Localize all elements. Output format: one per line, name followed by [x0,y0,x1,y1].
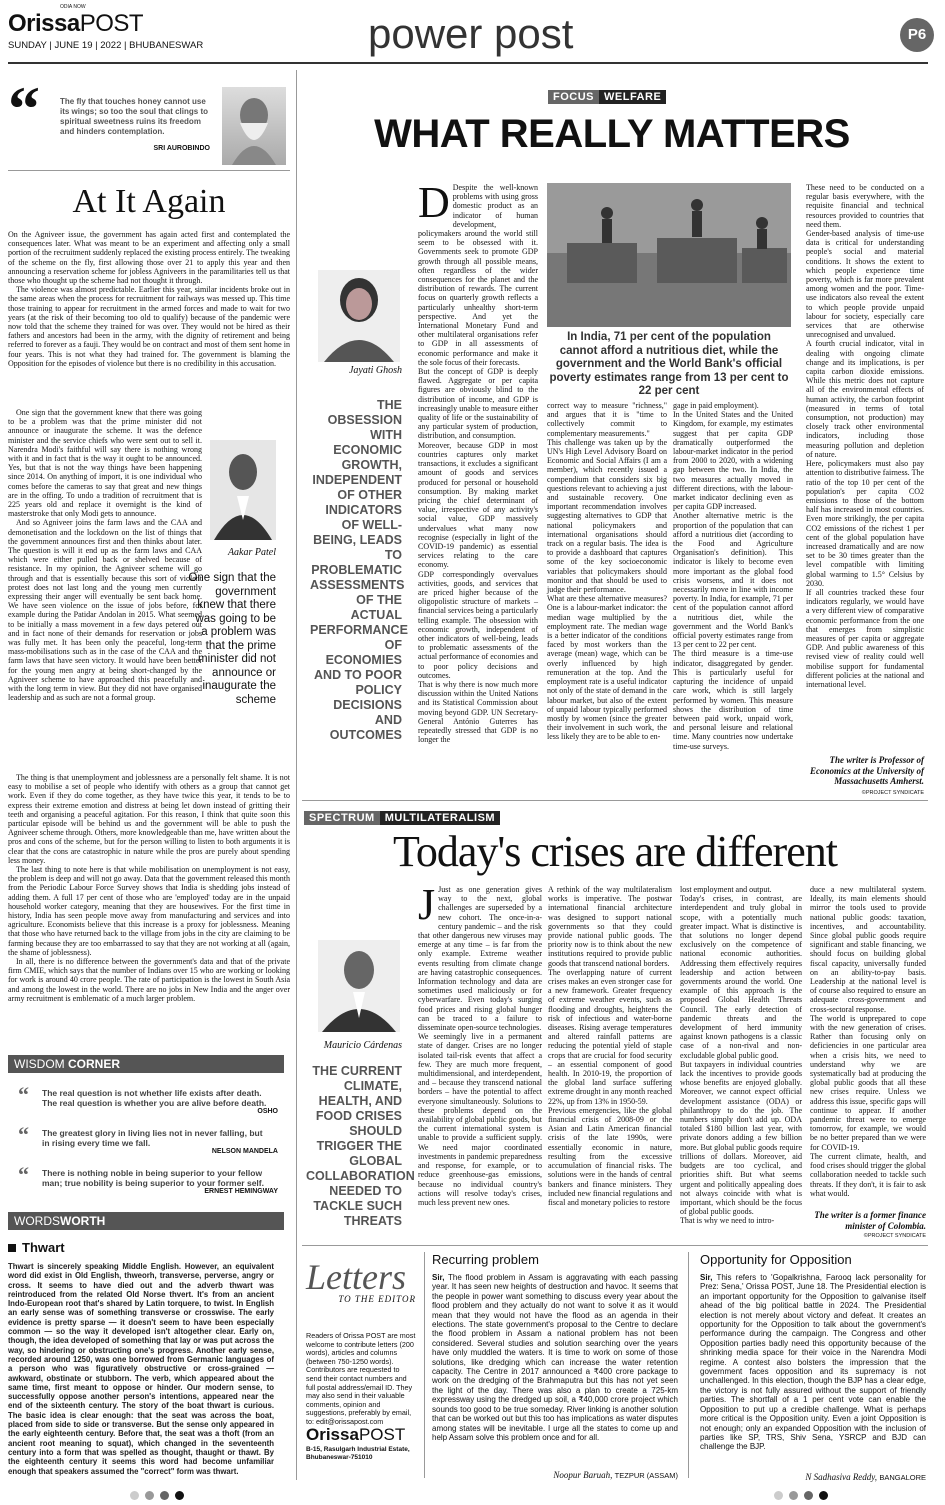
focus-col1-text: Despite the well-known problems with using gross domestic product as an indicator of human development, policymakers around the world still seem to be obsessed with it. Governments seek to promote GDP growth through all possible means, often regardless of the wider consequences for the planet and the distribution of rewards. The current focus on quarterly growth reflects a particularly unhealthy short-term perspective. And yet the International Monetary Fund and other multilateral organisations refer to GDP in all assessments of economic performance and make it the sole focus of their forecasts. But the concept of GDP is deeply flawed. Aggregate or per capita figures are obviously blind to the distribution of income, and GDP is increasingly unable to measure either quality of life or the sustainability of any particular system of production, distribution, and consumption. Moreover, because GDP in most countries captures only market transactions, it excludes a significant amount of goods and services produced for personal or household consumption. By making market pricing the chief determinant of value, irrespective of any activity's social value, GDP massively undervalues what many now recognise (especially in light of the COVID-19 pandemic) as essential services relating to the care economy. GDP correspondingly overvalues activities, goods, and services that are priced higher because of the oligopolistic structure of markets – financial services being a particularly telling example. The obsession with economic growth, independent of other indicators of well-being, leads to problematic assessments of the actual performance of economies and to poor policy decisions and outcomes. That is why there is now much more discussion within the United Nations and its Statistical Commission about moving beyond GDP. UN Secretary-General António Guterres has repeatedly stressed that GDP is no longer the [418,183,538,745]
editorial-paragraph: The thing is that unemployment and joblessness are a personally felt shame. It is not easy to mobilise a set of people who identify with others as a group that cannot get work. Even if they do come together, as they have twice this year, it tends to be to express their extreme emotion and distress at being let down instead of gritting their teeth and organising a peaceful agitation. For this reason, I think that quite soon this particular episode will be behind us and the government will be able to push the Agniveer scheme through. Others, more knowledgeable than me, have written about the pros and cons of the scheme, but for the person willing to listen to both arguments it is clear that the cons are catastrophic in nature while the pros are purely about spending less money. [8,773,290,865]
wisdom-heading-bold: CORNER [68,1057,121,1071]
editorial-paragraph: One sign that the government knew that there was going to be a problem was that the prime minister did not announce or inaugurate the scheme. It was the defence minister and the service chiefs who were sent out to sell it. Narendra Modi's faithful will say there is nothing wrong with it and in fact that is the way it ought to be announced. Yes, but that is not the way things have been happening since 2014. On anything of import, it is one individual who comes before the cameras to say that great and new things are in the offing. To undo a tradition of recruitment that is 225 years old and replace it overnight is the kind of masterstroke that only Modi gets to announce. [8,408,202,519]
logo[interactable] [8,10,143,38]
spectrum-tag: SPECTRUM [304,811,380,825]
letter-recurring [432,1252,678,1480]
registration-dot-icon [160,1491,169,1500]
wisdom-item [8,1082,278,1122]
editorial-body-mid [8,408,202,703]
letter-opportunity [700,1252,926,1482]
quote-mark-icon: “ [18,1122,29,1147]
focus-dropcap: D [418,178,450,227]
aurobindo-portrait [222,87,286,165]
letter-signer: N Sadhasiva Reddy, [805,1471,878,1482]
wordsworth-heading-light: WORDS [14,1214,60,1228]
focus-pull-quote: THE OBSESSION WITH ECONOMIC GROWTH, INDEPENDENT OF OTHER INDICATORS OF WELL-BEING, LEADS TO PROBLEMATIC ASSESSMENTS OF THE ACTUAL PERFORMANCE OF ECONOMIES AND TO POOR POLICY DECISIONS AND OUTCOMES [310,398,408,742]
wisdom-quote: There is nothing noble in being superior to your fellow man; true nobility is being superior to your former self. [42,1168,264,1188]
letter-text: This refers to 'Gopalkrishna, Farooq lack personality for Prez: Sena,' Orissa POST, June 18. The Presidential election is an important opportunity for the Opposition to galvanise itself ahead of the big political battle in 2024. The Presidential election is not merely about victory and defeat. It creates an opportunity for the Opposition to talk about the government's performance during the campaign. The Congress and other Opposition parties badly need this opportunity because of the shrinking media space for their voice in the Narendra Modi regime. A contest also bolsters the impression that the government faces opposition and its supremacy is not unchallenged. In this election, though the BJP has a clear edge, the victory is not fully assured without the support of friendly parties. The shortfall of a 1 per cent vote can enable the Opposition to put up a credible challenge. What is perhaps more critical is the Opposition unity. Even a joint Opposition is not enough; only an expanded Opposition with the inclusion of parties like SP, TRS, Shiv Sena, YSRCP and BJD can challenge the BJP. [700,1273,927,1452]
registration-marks-right [774,1487,834,1505]
quote-mark-icon: “ [18,1082,29,1107]
masthead [0,0,945,64]
welfare-tag: WELFARE [599,90,666,104]
spectrum-bio: The writer is a former finance minister of Colombia. [814,1210,926,1231]
letters-info: Readers of Orissa POST are most welcome to contribute letters (200 words), articles and columns (between 750-1250 words). Contributors are requested to send their contact numbers and full postal address/email ID. They may also send in their valuable comments, opinion and suggestions, preferably by email, to: edit@orissapost.com [306,1331,416,1426]
letter-text: The flood problem in Assam is aggravating with each passing year. It has seen new heights of destruction and havoc. It seems that the people in power want something to discuss every year about the flood problem and they actually do not want to solve it as it would mean that they would not have the flood as an agenda in their elections. The state government's proposal to the Centre to declare the flood problem in Assam a national problem has not been considered. Several studies and solution searching over the years have only muddled the waters. It is time to work on some of those solutions, like dredging which can increase the water retention capacity. The Centre in 2017 announced a ₹400 crore package to work on the dredging of the Brahmaputra but this has not yet seen the light of the day. There was also a plan to create a 725-km expressway using the dredged up soil, a ₹40,000 crore project which sounds too good to be true someday. River linking is another solution that can be worked out but this too has implications as water disputes among states will be inevitable. I urge all the states to come up and help Assam solve this problem once and for all. [432,1273,678,1442]
letters-title-big: Letters [306,1257,407,1297]
letter-signer: Noopur Baruah, [553,1470,613,1481]
focus-headline: WHAT REALLY MATTERS [374,112,850,156]
editorial-paragraph: The violence was almost predictable. Earlier this year, similar incidents broke out in the same areas when the process for recruitment for railways was messed up. This time those training to appear for recruitment in the armed forces and made to wait for two years (at the risk of their becoming too old to qualify) because of the pandemic were now told that the scheme they trained for was over. They would not be hired as their fathers and ancestors had been in the army, with the dignity of retirement and being referred to forever as a fauji. They would be on contract and most of them sent home in four years. This is not what they had trained for. The government is blaming the Opposition for the episodes of violence but there is no credibility in this accusation. [8,285,290,368]
letter-body [432,1273,678,1442]
wisdom-item [8,1122,278,1162]
wisdom-list [8,1082,278,1202]
editorial-paragraph: The last thing to note here is that while mobilisation on unemployment is not easy, the problem is deep and will not go away. Data that the government released this month from the Periodic Labour Force Survey shows that India is shedding jobs instead of adding them. A full 17 per cent of those who are 'employed' today are in the unpaid household worker category, meaning that they are housewives. For the first time in history, India has seen people move away from manufacturing and services and into agriculture. Economists believe that this increase is a proxy for joblessness. Meaning that those who have returned back to the village from jobs in the city are claiming to be farming because they are too embarrassed to say that they are not working at all (again, the shame of joblessness). [8,865,290,957]
wordsworth-word-text: Thwart [22,1240,65,1255]
letter-heading: Recurring problem [432,1252,539,1267]
letters-logo-orissa: Orissa [306,1425,359,1444]
focus-rule [302,800,928,801]
spectrum-col2: A rethink of the way multilateralism works is imperative. The postwar international financial architecture was designed to support national governments so that they could provide national public goods. The priority now is to think about the new institutions required to provide public goods that transcend national borders. The overlapping nature of current crises makes an even stronger case for a new framework. Greater frequency of extreme weather events, such as flooding and droughts, heightens the risk of infectious and water-borne diseases. Rising average temperatures and altered rainfall patterns are reducing the potential yield of staple crops that are crucial for food security – an essential component of good health. In 2010-19, the proportion of the global land surface suffering extreme drought in any month reached 22%, up from 13% in 1950-59. Previous emergencies, like the global financial crisis of 2008-09 or the Asian and Latin American financial crisis of the late 1990s, were essentially economic in nature, resulting from the excessive accumulation of financial risks. The solutions were in the hands of central bankers and finance ministers. They included new financial regulations and fiscal and monetary policies to restore [548,885,672,1207]
logo-tagline: ODIA NOW [60,4,86,10]
registration-dot-icon [145,1491,154,1500]
dateline: SUNDAY | JUNE 19 | 2022 | BHUBANESWAR [8,40,204,51]
logo-post: POST [79,10,144,37]
mauricio-portrait [318,940,400,1032]
registration-marks-left [130,1487,190,1505]
section-title: power post [368,10,574,57]
thought-author: SRI AUROBINDO [153,145,210,152]
focus-col3: gage in paid employment). In the United States and the United Kingdom, for example, my estimates suggest that per capita GDP dramatically outperformed the labour-market indicator in the period from 2000 to 2020, with a widening gap between the two. In India, the two measures actually moved in different directions, with the labour-market indicator declining even as per capita GDP increased. Another alternative metric is the proportion of the population that can afford a nutritious diet (according to the Food and Agriculture Organisation's definition). This indicator is likely to become even more important as the global food crisis worsens, and it does not necessarily move in line with income poverty. In India, for example, 71 per cent of the population cannot afford a nutritious diet, while the government and the World Bank's official poverty estimates range from 13 per cent to 22 per cent. The third measure is a time-use indicator, disaggregated by gender. This is particularly useful for capturing the incidence of unpaid care work, which is still largely performed by women. This measure shows the distribution of time between paid work, unpaid work, and personal leisure and relational time. Many countries now undertake time-use surveys. [673,401,793,751]
wisdom-author: ERNEST HEMINGWAY [204,1188,278,1195]
focus-col1 [418,178,538,745]
spectrum-col3: lost employment and output. Today's crises, in contrast, are interdependent and truly global in scope, with a potentially much greater impact. What is distinctive is that solutions no longer depend exclusively on the competence of national economic authorities. Addressing them effectively requires leadership and action between governments around the world. One example of this approach is the proposed Global Health Threats Council. The early detection of pandemic threats and the development of herd immunity against known pathogens is a classic case of a non-rival and non-excludable global public good. But taxpayers in individual countries lack the incentives to provide goods whose benefits are enjoyed globally. Moreover, we cannot expect official development assistance (ODA) or philanthropy to do the job. The numbers simply don't add up. ODA totaled $180 billion last year, with private donors adding a few billion more. But global public goods require trillions of dollars. Moreover, aid budgets are too cyclical, and priorities shift. But what seems urgent and politically appealing does not always coincide with what is important, which should be the focus of global public goods. That is why we need to intro- [680,885,802,1226]
wordsworth-heading [8,1212,284,1230]
wordsworth-heading-bold: WORTH [60,1214,106,1228]
letter-signature [700,1472,926,1482]
wisdom-quote: The real question is not whether life exists after death. The real question is whether you are alive before death. [42,1088,267,1108]
registration-dot-icon [789,1491,798,1500]
registration-dot-icon [804,1491,813,1500]
left-column-divider [296,70,297,1480]
editorial-body-top [8,230,290,368]
spectrum-col4: duce a new multilateral system. Ideally, its main elements should mirror the tools used to provide national public goods: taxation, incentives, and accountability. Since global public goods require significant and stable financing, we should focus on building global fiscal capacity, universally funded on an ability-to-pay basis. Leadership at the national level is of course also required to ensure an adequate cross-government and cross-sectoral response. The world is unprepared to cope with the new generation of crises. Rather than focusing only on deficiencies in one particular area when a crisis hits, we need to understand why we are systematically bad at producing the global public goods that all these new crises require. Unless we address this issue, specific gaps will continue to appear. If another pandemic threat were to emerge tomorrow, for example, we would be no better prepared than we were for COVID-19. The current climate, health, and food crises should trigger the global collaboration needed to tackle such threats. If they don't, it is fair to ask what would. [810,885,926,1198]
square-bullet-icon [8,1244,16,1252]
spectrum-credit: ©PROJECT SYNDICATE [863,1233,926,1239]
registration-dot-icon [130,1491,139,1500]
letter-salutation: Sir, [700,1273,713,1282]
letters-subtitle: TO THE EDITOR [338,1294,416,1304]
spectrum-rule [302,1245,928,1246]
wordsworth-text: Thwart is sincerely speaking Middle English. However, an equivalent word did exist in Old English, thweorh, transverse, perverse, angry or cross. It seems to have died out and the adverb thwart was reintroduced from the related Old Norse thvert. It's from an ancient Indo-European root that's shared by Latin torquere, to twist. In English an early sense was of something transverse or crosswise. The early evidence is pretty sparse — it doesn't seem to have been especially common — so the way it developed isn't altogether clear. Early on, though, the idea developed of something that lay or was put across the way, so hindering or obstructing one's progress. Another early sense, recorded around 1250, was one borrowed from Germanic languages of a person who was figuratively obstructive or cross-grained — awkward, obstinate or stubborn. The verb, which appeared about the same time, first meant to oppose or hinder. Our modern sense, to successfully oppose another person's intentions, appeared near the end of the sixteenth century. The story of the boat thwart is curious. The basic idea is clear enough: that the seat was across the boat, placed from side to side or transverse. But the sense only appeared in the early eighteenth century. Before that, the seat was a thoft (from an ancient root meaning to squat), which changed in the seventeenth century into a form that was spelled as thought, thaught or thawt. By the eighteenth century it seems this word had become unfamiliar enough that speakers assumed the "correct" form was thwart. [8,1262,274,1476]
mauricio-byline: Mauricio Cárdenas [323,1040,402,1051]
wisdom-quote: The greatest glory in living lies not in never falling, but in rising every time we fall. [42,1128,263,1148]
wisdom-heading [8,1055,284,1073]
letter-place: BANGALORE [879,1472,926,1482]
thought-text: The fly that touches honey cannot use its wings; so too the soul that clings to spiritual sweetness ruins its freedom and hinders contemplation. [60,97,208,136]
spectrum-dropcap: J [418,880,436,929]
editorial-paragraph: In all, there is no difference between the government's data and that of the private firm CMIE, which says that the number of Indians over 15 who are working or looking for work is around 40 crore people. The rate of participation is the lowest in South Asia and among the lowest in the world. There are no jobs in New India and the anger over army recruitment is emblematic of a much larger problem. [8,957,290,1003]
focus-photo [547,183,791,327]
thought-box [8,73,290,167]
wordsworth-word [8,1240,65,1255]
focus-col4: These need to be conducted on a regular basis everywhere, with the requisite financial and technical resources provided to countries that need them. Gender-based analysis of time-use data is critical for understanding people's social and material conditions. It shows the extent to which people experience time poverty, which is far more prevalent among women and the poor. Time-use indicators also reveal the extent to which people provide unpaid labour for society, especially care services that are otherwise unrecognised and unvalued. A fourth crucial indicator, vital in dealing with ongoing climate change and its implications, is per capita carbon dioxide emissions. While this metric does not capture all of the environmental effects of human activity, the carbon footprint (measured in terms of total consumption, not production) may closely track other environmental indicators, including those measuring pollution and depletion of nature. Here, policymakers must also pay attention to distributive fairness. The ratio of the top 10 per cent of the population's per capita CO2 emissions to those of the bottom half has increased in most countries. Even more strikingly, the per capita CO2 emissions of the richest 1 per cent of the global population have increased dramatically and are now set to be 30 times greater than the level compatible with limiting global warming to 1.5° Celsius by 2030. If all countries tracked these four indicators regularly, we would have a very different view of comparative economic performance from the one that emerges from simplistic measures of per capita or aggregate GDP. And public awareness of this revised view of reality could well mobilise support for fundamental different policies at the national and international level. [806,183,924,689]
wisdom-item [8,1162,278,1202]
spectrum-tags [304,808,500,826]
wisdom-author: NELSON MANDELA [211,1148,278,1155]
editorial-paragraph: And so Agniveer joins the farm laws and the CAA and demonetisation and the lockdown on the list of things that the government announces first and then thinks about later. The question is will it end up as the farm laws and CAA which were either pulled back or shelved because of resistance. In my opinion, the Agniveer scheme will go through and that is essentially because this sort of violent protest does not last long and the young men currently expressing their anger will eventually be sent back home. We have seen violence on the issue of jobs before, for example during the Patidar Andolan in 2015. What seemed to be initially a mass movement in a few days petered out and in fact none of their demands for reservation or jobs was fully met. It has been only the peaceful, long-term mass-mobilisations such as in the case of the CAA and the farm laws that have seen victory. It would have been better for the young men angry at being short-changed by the Agniveer scheme to have approached this peacefully and with the long term in view. But they did not have organised leadership and as such are not a formal group. [8,518,202,703]
quote-mark-icon: “ [8,73,40,144]
letters-divider-1 [424,1252,425,1478]
jayati-portrait [318,270,400,362]
letters-logo [306,1425,405,1445]
editorial-body-bottom [8,773,290,1003]
spectrum-col1-text: Just as one generation gives way to the next, global challenges are superseded by a new cohort. The once-in-a-century pandemic – and the risk that other dangerous new viruses may emerge at any time – is far from the only example. Extreme weather events resulting from climate change are having catastrophic consequences. Information technology and data are sometimes used maliciously or for cyberwarfare. Even today's surging food prices and rising global hunger can be traced to a failure to disseminate open-source technologies. We seemingly live in a permanent state of danger. Crises are no longer isolated tail-risk events that affect a few. They are much more frequent, multidimensional, and interdependent, and – because they transcend national borders – have the potential to affect everyone simultaneously. Solutions to these problems depend on the availability of global public goods, but the current international system is unable to provide a sufficient supply. We need major coordinated investments in pandemic preparedness and response, for example, or to reduce greenhouse-gas emissions, because no individual country's actions will resolve today's crises, much less prevent new ones. [418,885,542,1207]
focus-bio: The writer is Professor of Economics at the University of Massachusetts Amherst. [810,755,924,786]
logo-orissa: Orissa [8,10,80,37]
letters-title [306,1256,416,1304]
registration-dot-icon [774,1491,783,1500]
focus-credit: ©PROJECT SYNDICATE [861,790,924,796]
wisdom-heading-light: WISDOM [14,1057,65,1071]
multilateralism-tag: MULTILATERALISM [380,811,500,825]
focus-photo-caption: In India, 71 per cent of the population cannot afford a nutritious diet, while the government and the World Bank's official poverty estimates range from 13 per cent to 22 per cent [549,331,789,397]
aakar-byline: Aakar Patel [227,547,276,558]
focus-tags [548,87,666,105]
wisdom-author: OSHO [257,1108,278,1115]
focus-col2: correct way to measure "richness," and argues that it is "time to collectively commit to complementary measurements." This challenge was taken up by the UN's High Level Advisory Board on Economic and Social Affairs (I am a member), which recently issued a compendium that considers six big questions relevant to achieving a just and sustainable recovery. One important recommendation involves suggesting alternatives to GDP that national policymakers and international organisations should track on a regular basis. The idea is to provide a dashboard that captures some of the key socioeconomic variables that policymakers should monitor and that should be used to judge their performance. What are these alternative measures? One is a labour-market indicator: the median wage multiplied by the employment rate. The median wage is a better indicator of the conditions faced by most workers than the average (mean) wage, which can be overly influenced by high remuneration at the top. And the employment rate is a useful indicator not only of the state of demand in the labour market, but also of the extent of unpaid labour typically performed mostly by women (since the greater their involvement in such work, the less likely they are to be able to en- [547,401,667,742]
letter-heading: Opportunity for Opposition [700,1252,852,1267]
thought-rule [8,170,290,171]
letter-place: TEZPUR (ASSAM) [614,1471,678,1481]
spectrum-pull-quote: THE CURRENT CLIMATE, HEALTH, AND FOOD CRISES SHOULD TRIGGER THE GLOBAL COLLABORATION NEEDED TO TACKLE SUCH THREATS [306,1064,415,1228]
quote-mark-icon: “ [18,1162,29,1187]
registration-dot-icon [175,1491,184,1500]
page-number: P6 [907,26,927,43]
letters-divider-2 [688,1252,689,1478]
page-number-badge [900,18,934,52]
masthead-rule [8,62,928,64]
spectrum-headline: Today's crises are different [393,827,837,876]
editorial-paragraph: On the Agniveer issue, the government has again acted first and contemplated the consequences later. What was meant to be an experiment and affecting only a small portion of the recruitment suddenly replaced the existing process entirely. The tweaking of the scheme on the fly, first allowing those over 21 to apply this year and then announcing a reservation scheme for jobless Agniveers in the paramilitaries tell us that those who thought up the scheme had not thought it through. [8,230,290,286]
letter-salutation: Sir, [432,1273,445,1282]
registration-dot-icon [819,1491,828,1500]
editorial-pull-quote: One sign that the government knew that there was going to be a problem was that the prime minister did not announce or inaugurate the scheme [188,572,276,706]
jayati-byline: Jayati Ghosh [348,365,402,376]
spectrum-col1 [418,880,542,1207]
editorial-title: At It Again [72,183,226,220]
aakar-portrait [210,440,276,540]
letters-logo-post: POST [358,1425,406,1444]
letter-signature [432,1470,678,1480]
focus-tag: FOCUS [548,90,599,104]
letters-address: B-15, Rasulgarh Industrial Estate, Bhubaneswar-751010 [306,1446,410,1461]
letter-body [700,1273,926,1452]
